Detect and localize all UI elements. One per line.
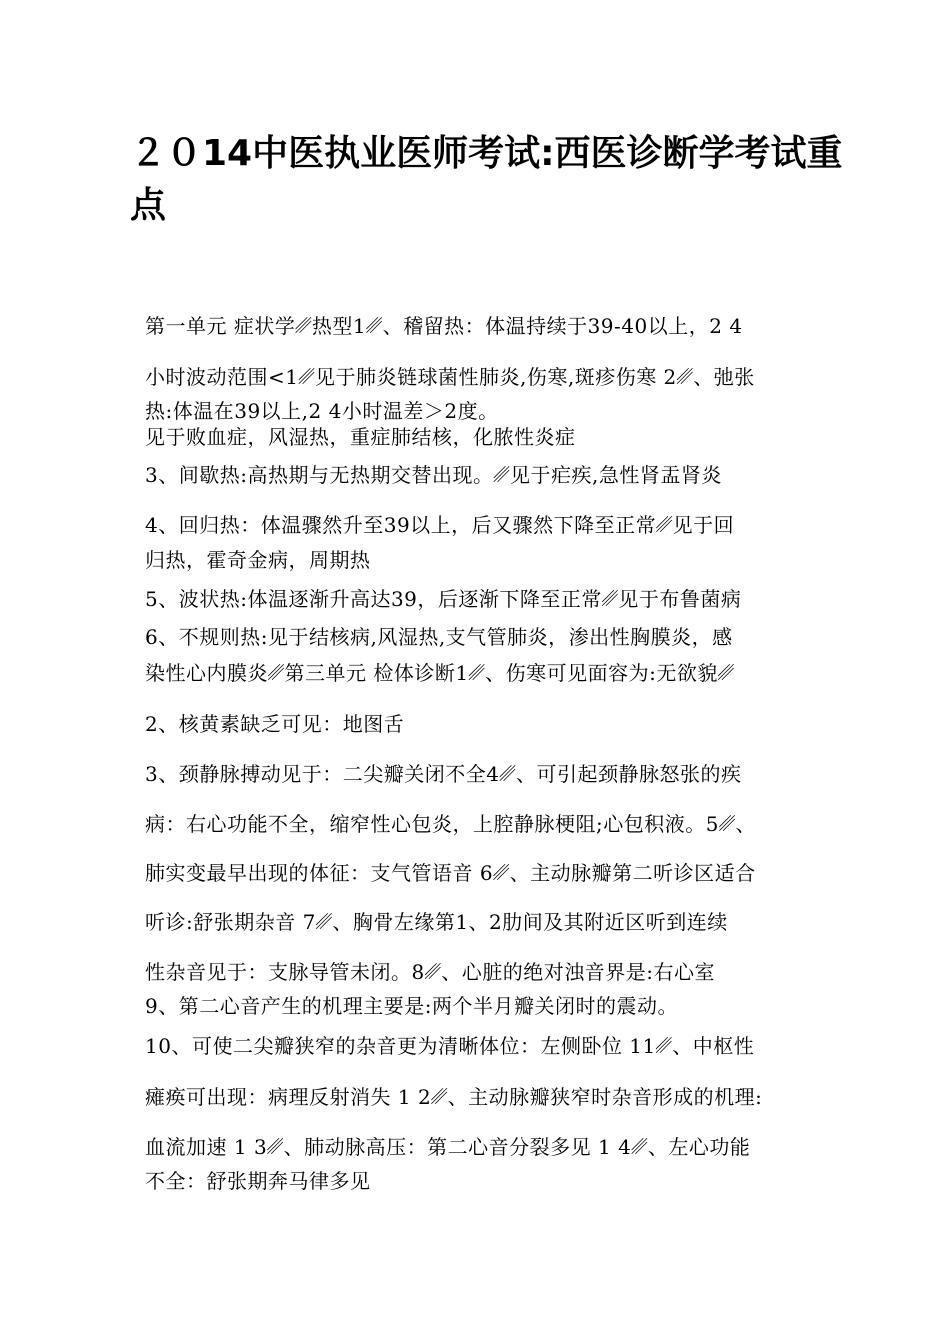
body-line-10: 染性心内膜炎␥第三单元 检体诊断1␥、伤寒可见面容为:无欲貌␥ bbox=[145, 661, 735, 685]
document-title: ２０14中医执业医师考试:西医诊断学考试重点 bbox=[130, 133, 843, 226]
body-line-12: 3、颈静脉搏动见于：二尖瓣关闭不全4␥、可引起颈静脉怒张的疾 bbox=[145, 762, 742, 786]
body-line-21: 不全：舒张期奔马律多见 bbox=[145, 1169, 371, 1193]
body-line-11: 2、核黄素缺乏可见：地图舌 bbox=[145, 712, 405, 736]
body-line-5: 3、间歇热:高热期与无热期交替出现。␥见于疟疾,急性肾盂肾炎 bbox=[145, 463, 722, 487]
body-line-2: 小时波动范围<1␥见于肺炎链球菌性肺炎,伤寒,斑疹伤寒 2␥、弛张 bbox=[145, 365, 755, 389]
body-line-6: 4、回归热：体温骤然升至39以上，后又骤然下降至正常␥见于回 bbox=[145, 513, 735, 537]
body-line-14: 肺实变最早出现的体征：支气管语音 6␥、主动脉瓣第二听诊区适合 bbox=[145, 861, 756, 885]
body-line-4: 见于败血症，风湿热，重症肺结核，化脓性炎症 bbox=[145, 425, 576, 449]
body-line-8: 5、波状热:体温逐渐升高达39，后逐渐下降至正常␥见于布鲁菌病 bbox=[145, 587, 742, 611]
body-line-16: 性杂音见于：支脉导管未闭。8␥、心脏的绝对浊音界是:右心室 bbox=[145, 960, 715, 984]
body-line-17: 9、第二心音产生的机理主要是:两个半月瓣关闭时的震动。 bbox=[145, 994, 678, 1018]
body-line-13: 病：右心功能不全，缩窄性心包炎，上腔静脉梗阻;心包积液。5␥、 bbox=[145, 812, 756, 836]
body-line-20: 血流加速 1 3␥、肺动脉高压：第二心音分裂多见 1 4␥、左心功能 bbox=[145, 1135, 751, 1159]
body-line-9: 6、不规则热:见于结核病,风湿热,支气管肺炎，渗出性胸膜炎，感 bbox=[145, 625, 733, 649]
body-line-7: 归热，霍奇金病，周期热 bbox=[145, 548, 371, 572]
body-line-19: 瘫痪可出现：病理反射消失 1 2␥、主动脉瓣狭窄时杂音形成的机理: bbox=[145, 1085, 763, 1109]
body-line-1: 第一单元 症状学␥热型1␥、稽留热：体温持续于39-40以上，2 4 bbox=[145, 314, 743, 338]
body-line-3: 热:体温在39以上,2 4小时温差＞2度。 bbox=[145, 399, 499, 423]
body-line-18: 10、可使二尖瓣狭窄的杂音更为清晰体位：左侧卧位 11␥、中枢性 bbox=[145, 1034, 755, 1058]
body-line-15: 听诊:舒张期杂音 7␥、胸骨左缘第1、2肋间及其附近区听到连续 bbox=[145, 910, 728, 934]
